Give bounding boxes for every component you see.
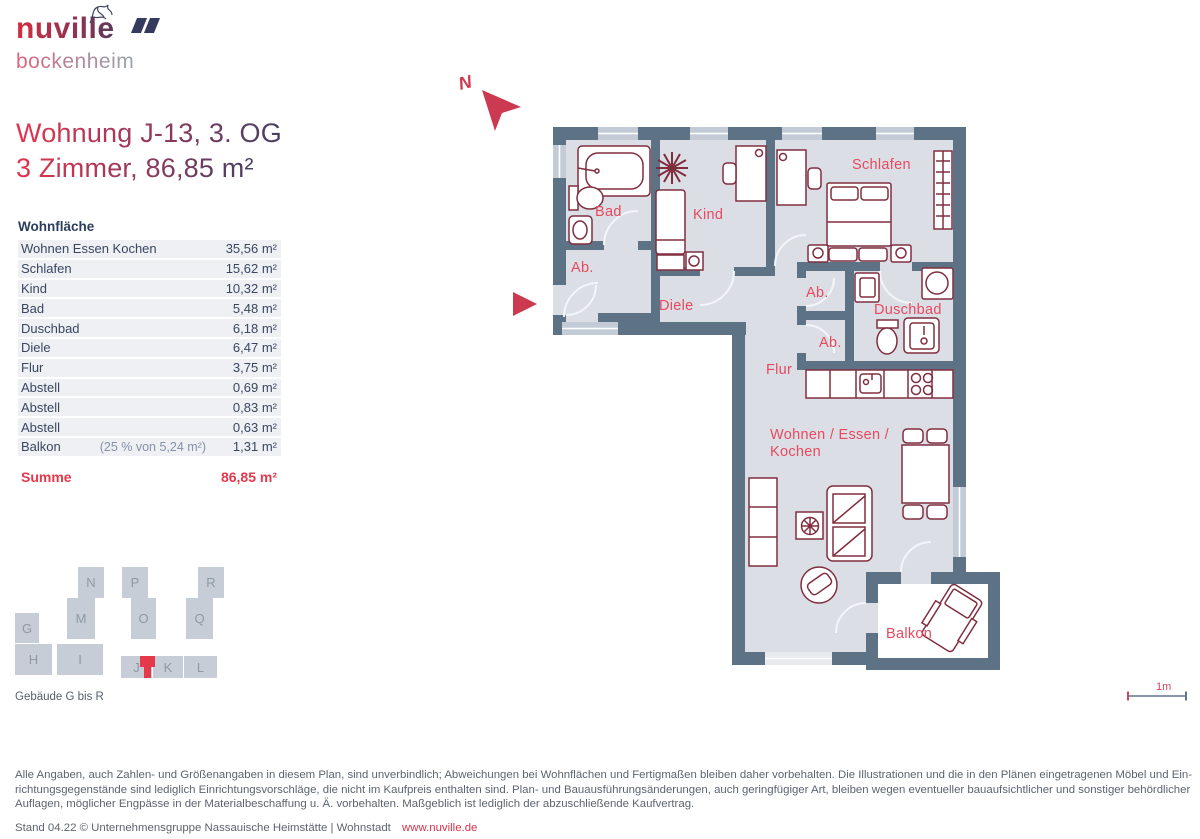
washing-machine: [855, 273, 879, 302]
building-letter: L: [196, 659, 205, 675]
sofa: [827, 486, 872, 561]
row-value: 0,69 m²: [232, 379, 277, 395]
building-letter: I: [78, 652, 82, 667]
room-label-balkon: Balkon: [886, 626, 933, 642]
site-map-caption: Gebäude G bis R: [15, 691, 104, 703]
table-row: [18, 299, 281, 317]
area-table: [18, 219, 281, 485]
table-row: [18, 319, 281, 337]
row-label: Balkon: [21, 439, 61, 455]
row-value: 0,83 m²: [232, 399, 277, 415]
table-row: [18, 280, 281, 298]
armchair: [801, 567, 837, 603]
row-value: 6,47 m²: [232, 340, 277, 356]
room-label-duschbad: Duschbad: [874, 302, 942, 318]
table-row: [18, 379, 281, 397]
table-row: [18, 359, 281, 377]
row-value: 5,48 m²: [232, 300, 277, 316]
row-value: 6,18 m²: [232, 320, 277, 336]
row-note: (25 % von 5,24 m²): [99, 439, 206, 454]
kitchen-counter: [806, 370, 953, 398]
building-letter: Q: [194, 611, 205, 626]
row-label: Duschbad: [21, 320, 80, 336]
row-label: Flur: [21, 360, 44, 376]
stand-line: [15, 822, 477, 834]
table-row: [18, 418, 281, 436]
building-letter: G: [21, 620, 33, 636]
row-label: Schlafen: [21, 261, 72, 277]
logo-text: nuville: [16, 14, 134, 44]
building-letter: M: [75, 611, 87, 626]
wardrobe: [934, 151, 952, 229]
entrance-arrow: [513, 292, 537, 316]
scale-label: 1m: [1156, 681, 1172, 693]
total-value: 86,85 m²: [220, 468, 277, 485]
building-letter: O: [138, 611, 149, 626]
page-title: Wohnung J-13, 3. OG: [16, 118, 282, 148]
table-row: [18, 398, 281, 416]
bathroom-sink: [569, 216, 592, 244]
coffee-table: [796, 512, 823, 539]
room-label-schlafen: Schlafen: [852, 157, 911, 173]
table-row: [18, 339, 281, 357]
website-link[interactable]: www.nuville.de: [402, 822, 478, 834]
table-header: Wohnfläche: [18, 219, 95, 234]
table-row: [18, 438, 281, 456]
row-value: 15,62 m²: [225, 261, 277, 277]
room-label-diele: Diele: [659, 298, 694, 314]
selected-building-marker: [140, 656, 156, 679]
row-value: 35,56 m²: [225, 241, 277, 257]
area-table-rows: [18, 240, 281, 456]
compass-north-label: N: [456, 71, 474, 94]
row-label: Kind: [21, 280, 48, 296]
row-label: Abstell: [21, 379, 61, 395]
logo-subtitle: bockenheim: [16, 50, 135, 73]
total-row: [18, 469, 281, 485]
stand-text: Stand 04.22 © Unternehmensgruppe Nassauische Heimstätte | Wohnstadt: [15, 822, 391, 834]
row-label: Abstell: [21, 419, 61, 435]
room-label-ab: Ab.: [819, 335, 842, 351]
row-label: Diele: [21, 340, 51, 356]
north-compass: [456, 71, 521, 131]
room-label-wohnen-essen: Wohnen / Essen /: [770, 427, 889, 443]
brand-logo: [16, 14, 134, 74]
row-value: 10,32 m²: [225, 280, 277, 296]
shower: [904, 318, 939, 353]
disclaimer-line: richtungsgegenstände sind lediglich Einrichtungsvorschläge, die nicht im Kaufpreis enthalten sind. Plan- und Bauausführungsänderungen, auch geringfügiger Art, bleiben wegen eventueller bauaufsichtlicher und sonstiger behördlicher: [15, 783, 1191, 796]
room-label-ab: Ab.: [571, 260, 594, 276]
table-row: [18, 240, 281, 258]
shower-tray: [922, 268, 953, 299]
building-letter: J: [133, 659, 140, 675]
row-value: 0,63 m²: [232, 419, 277, 435]
compass-arrow-icon: [482, 90, 521, 131]
disclaimer-text: [15, 768, 1195, 812]
room-label-kochen: Kochen: [770, 444, 821, 460]
row-label: Bad: [21, 300, 45, 316]
row-value: 1,31 m²: [232, 439, 277, 455]
page-subtitle: 3 Zimmer, 86,85 m²: [16, 153, 254, 183]
building-letter: H: [28, 652, 39, 667]
building-letter: K: [163, 659, 173, 675]
toilet-2: [877, 320, 898, 354]
row-label: Abstell: [21, 399, 61, 415]
building-letter: R: [206, 575, 216, 590]
building-letter: P: [130, 575, 140, 590]
disclaimer-line: Alle Angaben, auch Zahlen- und Größenangaben in diesem Plan, sind unverbindlich; Abweichungen bei Wohnflächen und Fertigmaßen bleiben daher vorbehalten. Die Illustrationen und die in den Plänen eingetragenen Möbel und Ein-: [15, 769, 1192, 781]
scale-bar: [1128, 681, 1186, 701]
row-value: 3,75 m²: [232, 360, 277, 376]
sideboard: [749, 478, 777, 566]
room-label-flur: Flur: [766, 362, 793, 378]
griffin-icon: [82, 1, 122, 31]
disclaimer-line: Auflagen, möglicher Engpässe in der Materialbeschaffung u. Ä. vorbehalten. Maßgeblich ist lediglich der abzuschließende Kaufvertrag.: [15, 798, 695, 811]
total-label: Summe: [21, 468, 72, 485]
row-label: Wohnen Essen Kochen: [21, 241, 157, 257]
building-letter: N: [86, 575, 96, 590]
room-label-ab: Ab.: [806, 285, 829, 301]
room-label-bad: Bad: [595, 204, 622, 220]
table-row: [18, 260, 281, 278]
room-label-kind: Kind: [693, 207, 724, 223]
